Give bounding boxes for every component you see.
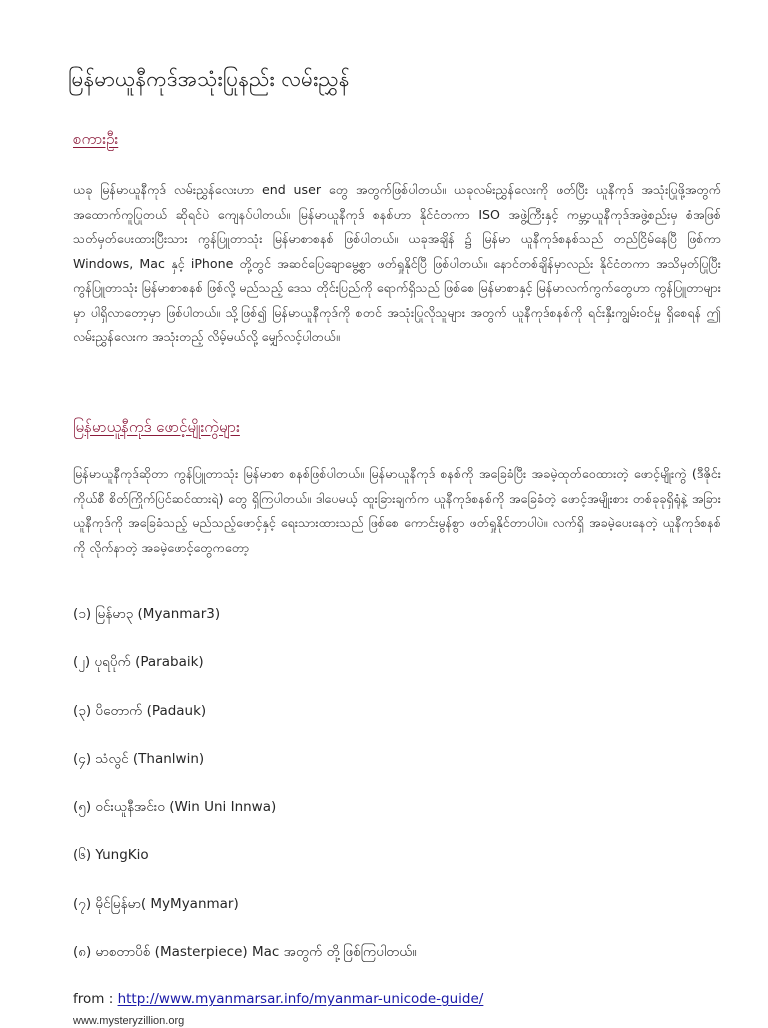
source-label: from :: [73, 991, 114, 1007]
section-heading-fonts: မြန်မာယူနီကုဒ် ဖောင့်မျိုးကွဲများ: [73, 418, 240, 436]
footer-watermark: www.mysteryzillion.org: [73, 1015, 185, 1027]
font-list: [73, 603, 417, 989]
list-item: (၁) မြန်မာ၃ (Myanmar3): [73, 606, 221, 622]
intro-paragraph: ယခု မြန်မာယူနီကုဒ် လမ်းညွှန်လေးဟာ end user တွေ အတွက်ဖြစ်ပါတယ်။ ယခုလမ်းညွှန်လေးကို ဖတ်ပြီး ယူနီကုဒ် အသုံးပြုဖို့အတွက် အထောက်ကူပြုတယ် ဆိုရင်ပဲ ကျေနပ်ပါတယ်။ မြန်မာယူနီကုဒ် စနစ်ဟာ နိုင်ငံတကာ ISO အဖွဲ့ကြီးနှင့် ကမ္ဘာ့ယူနီကုဒ်အဖွဲ့စည်းမှ စံအဖြစ် သတ်မှတ်ပေးထားပြီးသား ကွန်ပြူတာသုံး မြန်မာစာစနစ် ဖြစ်ပါတယ်။ ယခုအချိန် ၌ မြန်မာ ယူနီကုဒ်စနစ်သည် တည်ငြိမ်နေပြီ ဖြစ်ကာ Windows, Mac နှင့် iPhone တို့တွင် အဆင်ပြေချောမွေ့စွာ ဖတ်ရှုနိုင်ပြီ ဖြစ်ပါတယ်။ နောင်တစ်ချိန်မှာလည်း နိုင်ငံတကာ အသိမှတ်ပြုပြီး ကွန်ပြူတာသုံး မြန်မာစာစနစ် ဖြစ်လို့ မည်သည့် ဒေသ တိုင်းပြည်ကို ရောက်ရှိသည် ဖြစ်စေ မြန်မာစာနှင့် မြန်မာလက်ကွက်တွေဟာ ကွန်ပြူတာများမှာ ပါရှိလာတော့မှာ ဖြစ်ပါတယ်။ သို့ဖြစ်၍ မြန်မာယူနီကုဒ်ကို စတင် အသုံးပြုလိုသူများ အတွက် ယူနီကုဒ်စနစ်ကို ရင်းနှီးကျွမ်းဝင်မှု ရှိစေရန် ဤလမ်းညွှန်လေးက အသုံးတည့် လိမ့်မယ်လို့ မျှော်လင့်ပါတယ်။: [73, 182, 721, 344]
list-item: (၈) မာစတာပိစ် (Masterpiece) Mac အတွက် တို့ဖြစ်ကြပါတယ်။: [73, 944, 417, 961]
section-heading-intro: စကားဦး: [73, 130, 119, 148]
list-item: (၃) ပိတောက် (Padauk): [73, 702, 207, 719]
page-title: မြန်မာယူနီကုဒ်အသုံးပြုနည်း လမ်းညွှန်: [68, 67, 350, 91]
list-item: (၄) သံလွင် (Thanlwin): [73, 750, 205, 767]
list-item: (၂) ပုရပိုက် (Parabaik): [73, 654, 204, 671]
list-item: (၇) မိုင်မြန်မာ( MyMyanmar): [73, 895, 239, 912]
source-line: [73, 988, 483, 1010]
list-item: (၅) ဝင်းယူနီအင်းဝ (Win Uni Innwa): [73, 799, 277, 816]
list-item: (၆) YungKio: [73, 847, 149, 864]
fonts-paragraph: မြန်မာယူနီကုဒ်ဆိုတာ ကွန်ပြူတာသုံး မြန်မာစာ စနစ်ဖြစ်ပါတယ်။ မြန်မာယူနီကုဒ် စနစ်ကို အခြေခံပြီး အခမဲ့ထုတ်ဝေထားတဲ့ ဖောင့်မျိုးကွဲ (ဒီဇိုင်းကိုယ်စီ စိတ်ကြိုက်ပြင်ဆင်ထားရဲ) တွေ ရှိကြပါတယ်။ ဒါပေမယ့် ထူးခြားချက်က ယူနီကုဒ်စနစ်ကို အခြေခံတဲ့ ဖောင့်အမျိုးစား တစ်ခုခုရှိရုံနဲ့ အခြား ယူနီကုဒ်ကို အခြေခံသည့် မည်သည့်ဖောင့်နှင့် ရေးသားထားသည် ဖြစ်စေ ကောင်းမွန်စွာ ဖတ်ရှုနိုင်တာပါပဲ။ လက်ရှိ အခမဲ့ပေးနေတဲ့ ယူနီကုဒ်စနစ်ကို လိုက်နာတဲ့ အခမဲ့ဖောင့်တွေကတော့: [73, 466, 721, 555]
source-link[interactable]: http://www.myanmarsar.info/myanmar-unicode-guide/: [117, 991, 484, 1007]
